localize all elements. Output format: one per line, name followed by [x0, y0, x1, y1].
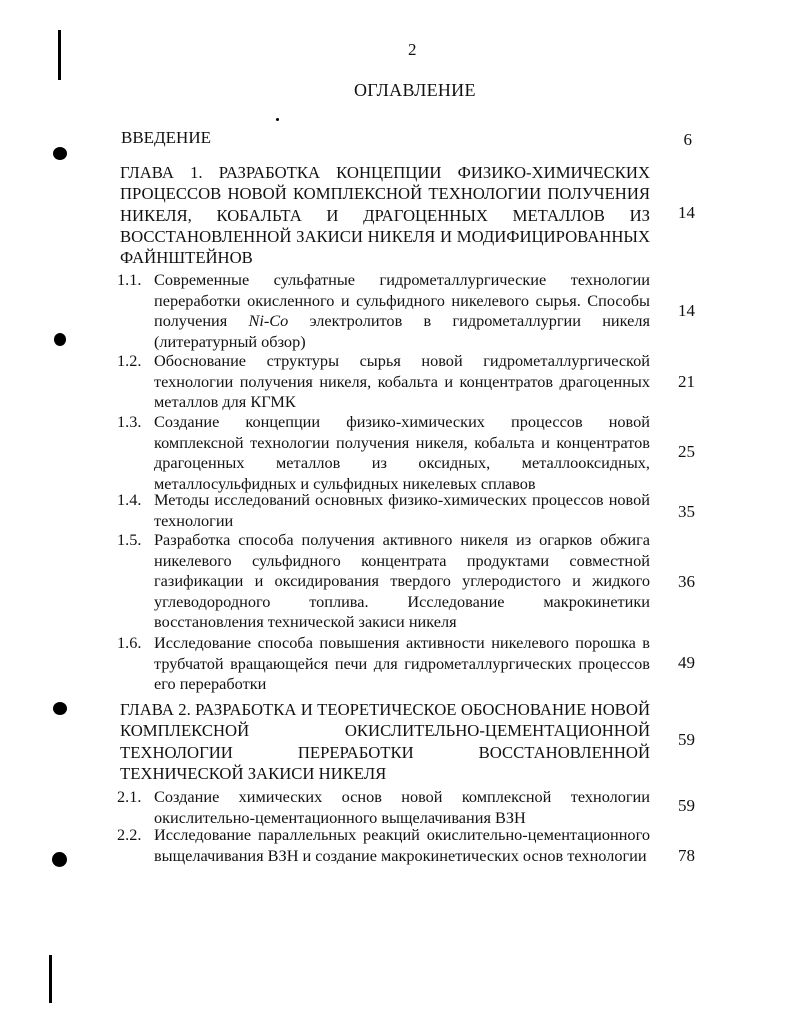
intro-title: ВВЕДЕНИЕ [121, 128, 211, 147]
scan-dot [276, 118, 279, 121]
toc-entry-1-4[interactable] [117, 490, 652, 532]
toc-entry-1-5[interactable] [117, 530, 652, 634]
section-1-3-page: 25 [678, 442, 695, 461]
chapter2-page: 59 [678, 730, 695, 749]
section-number: 1.2. [117, 351, 142, 370]
section-title: Обоснование структуры сырья новой гидрометаллургической технологии получения никеля, кобальта и концентратов драгоценных металлов для КГМК [154, 351, 650, 412]
section-1-5-page: 36 [678, 572, 695, 591]
toc-entry-1-6[interactable] [117, 633, 652, 696]
section-number: 1.4. [117, 490, 142, 509]
section-title: Разработка способа получения активного никеля из огарков обжига никелевого сульфидного концентрата продуктами совместной газификации и оксидирования твердого углеродистого и жидкого углеводородного топлива. Исследование макрокинетики восстановления технической закиси никеля [154, 530, 650, 632]
toc-entry-1-2[interactable] [117, 351, 652, 414]
toc-entry-1-1[interactable] [117, 270, 652, 354]
section-1-2-page: 21 [678, 372, 695, 391]
section-title: Современные сульфатные гидрометаллургические технологии переработки окисленного и сульфидного никелевого сырья. Способы получения Ni-Co электролитов в гидрометаллургии никеля (литературный обзор) [154, 270, 650, 351]
toc-heading: ОГЛАВЛЕНИЕ [354, 80, 476, 100]
scan-blot-4 [52, 852, 67, 867]
section-number: 2.1. [117, 787, 142, 806]
section-title: Создание концепции физико-химических процессов новой комплексной технологии получения никеля, кобальта и концентратов драгоценных металлов из оксидных, металлооксидных, металлосульфидных и сульфидных никелевых сплавов [154, 412, 650, 493]
section-1-6-page: 49 [678, 653, 695, 672]
chapter1-title: ГЛАВА 1. РАЗРАБОТКА КОНЦЕПЦИИ ФИЗИКО-ХИМИЧЕСКИХ ПРОЦЕССОВ НОВОЙ КОМПЛЕКСНОЙ ТЕХНОЛОГИИ ПОЛУЧЕНИЯ НИКЕЛЯ, КОБАЛЬТА И ДРАГОЦЕННЫХ МЕТАЛЛОВ ИЗ ВОССТАНОВЛЕННОЙ ЗАКИСИ НИКЕЛЯ И МОДИФИЦИРОВАННЫХ ФАЙНШТЕЙНОВ [120, 163, 650, 268]
section-number: 1.1. [117, 270, 142, 289]
section-number: 1.5. [117, 530, 142, 549]
section-number: 1.3. [117, 412, 142, 431]
toc-entry-chapter2[interactable] [120, 699, 650, 784]
scan-blot-3 [53, 702, 67, 715]
section-title: Создание химических основ новой комплексной технологии окислительно-цементационного выщелачивания ВЗН [154, 787, 650, 827]
chapter1-page: 14 [678, 203, 695, 222]
scan-mark-top-left [58, 30, 61, 80]
toc-entry-chapter1[interactable] [120, 162, 650, 268]
intro-page: 6 [683, 130, 692, 149]
scan-mark-bottom-left [49, 955, 52, 1003]
toc-entry-2-2[interactable] [117, 825, 652, 888]
section-1-4-page: 35 [678, 502, 695, 521]
scan-blot-1 [53, 147, 67, 160]
section-1-1-page: 14 [678, 301, 695, 320]
section-2-1-page: 59 [678, 796, 695, 815]
page-number: 2 [408, 40, 417, 59]
section-number: 1.6. [117, 633, 142, 652]
toc-entry-intro[interactable] [121, 128, 571, 149]
section-2-2-page: 78 [678, 846, 695, 865]
chapter2-title: ГЛАВА 2. РАЗРАБОТКА И ТЕОРЕТИЧЕСКОЕ ОБОСНОВАНИЕ НОВОЙ КОМПЛЕКСНОЙ ОКИСЛИТЕЛЬНО-ЦЕМЕНТАЦИОННОЙ ТЕХНОЛОГИИ ПЕРЕРАБОТКИ ВОССТАНОВЛЕННОЙ ТЕХНИЧЕСКОЙ ЗАКИСИ НИКЕЛЯ [120, 700, 650, 783]
section-title: Методы исследований основных физико-химических процессов новой технологии [154, 490, 650, 530]
ni-co-italic: Ni-Co [248, 311, 289, 331]
section-title: Исследование способа повышения активности никелевого порошка в трубчатой вращающейся печи для гидрометаллургических процессов его переработки [154, 633, 650, 694]
scan-blot-2 [54, 333, 66, 346]
toc-entry-1-3[interactable] [117, 412, 652, 496]
toc-entry-2-1[interactable] [117, 787, 652, 829]
section-title: Исследование параллельных реакций окислительно-цементационного выщелачивания ВЗН и создание макрокинетических основ технологии [154, 825, 650, 865]
section-number: 2.2. [117, 825, 142, 844]
